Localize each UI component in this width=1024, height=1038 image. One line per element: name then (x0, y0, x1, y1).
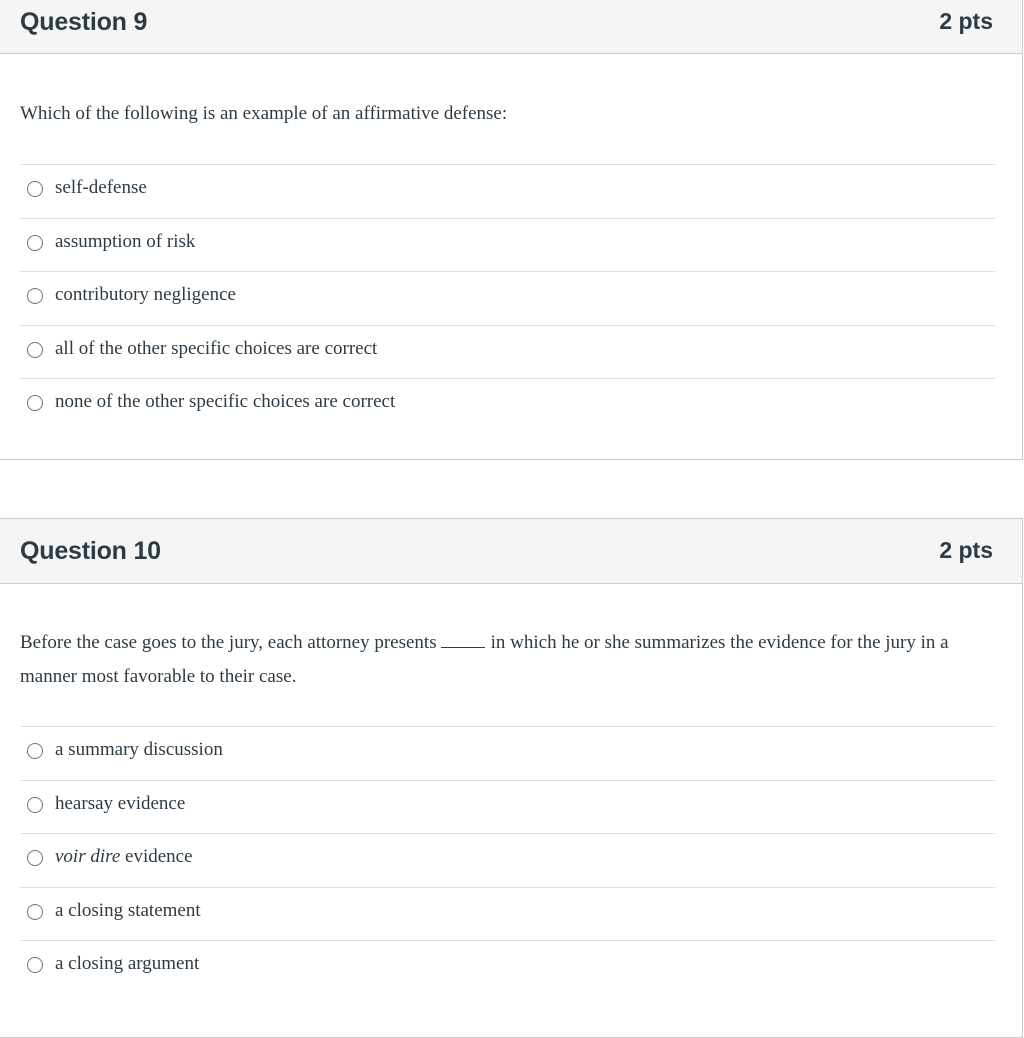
question-text-after-blank: in which he or she summarizes the evidence for the jury in a manner most favorable to their case. (20, 632, 949, 687)
radio-button[interactable] (27, 181, 43, 197)
question-text: Which of the following is an example of an affirmative defense: (20, 103, 508, 124)
question-points: 2 pts (939, 8, 993, 34)
question-title: Question 10 (20, 537, 161, 565)
answer-option[interactable] (20, 940, 995, 994)
fill-in-blank (441, 629, 485, 648)
answer-option[interactable] (20, 726, 995, 780)
radio-button[interactable] (27, 342, 43, 358)
answer-option[interactable] (20, 378, 995, 432)
answer-list (20, 726, 995, 994)
question-text-before-blank: Before the case goes to the jury, each attorney presents (20, 632, 437, 653)
answer-option[interactable] (20, 780, 995, 834)
answer-label[interactable]: none of the other specific choices are correct (55, 391, 396, 412)
answer-label[interactable]: hearsay evidence (55, 792, 186, 814)
answer-option[interactable] (20, 218, 995, 272)
answer-option[interactable] (20, 833, 995, 887)
question-text (20, 626, 995, 694)
radio-button[interactable] (27, 743, 43, 759)
radio-button[interactable] (27, 957, 43, 973)
answer-option[interactable] (20, 887, 995, 941)
answer-option[interactable] (20, 325, 995, 379)
question-10 (0, 518, 1023, 1038)
question-header (0, 519, 1022, 584)
radio-button[interactable] (27, 235, 43, 251)
answer-label[interactable]: a summary discussion (55, 739, 223, 760)
answer-label[interactable]: a closing argument (55, 953, 200, 974)
answer-label[interactable] (55, 846, 193, 868)
answer-label[interactable]: assumption of risk (55, 230, 196, 252)
radio-button[interactable] (27, 395, 43, 411)
answer-label[interactable]: a closing statement (55, 899, 201, 921)
answer-label-italic: voir dire (55, 846, 121, 867)
answer-label[interactable]: contributory negligence (55, 284, 236, 305)
question-9 (0, 0, 1023, 460)
answer-label-rest: evidence (120, 846, 193, 867)
question-header (0, 0, 1022, 54)
radio-button[interactable] (27, 797, 43, 813)
answer-label[interactable]: all of the other specific choices are correct (55, 337, 378, 359)
radio-button[interactable] (27, 850, 43, 866)
answer-list (20, 164, 995, 432)
radio-button[interactable] (27, 288, 43, 304)
answer-label[interactable]: self-defense (55, 177, 147, 198)
answer-option[interactable] (20, 271, 995, 325)
radio-button[interactable] (27, 904, 43, 920)
question-points: 2 pts (939, 537, 993, 563)
question-title: Question 9 (20, 8, 148, 36)
answer-option[interactable] (20, 164, 995, 218)
